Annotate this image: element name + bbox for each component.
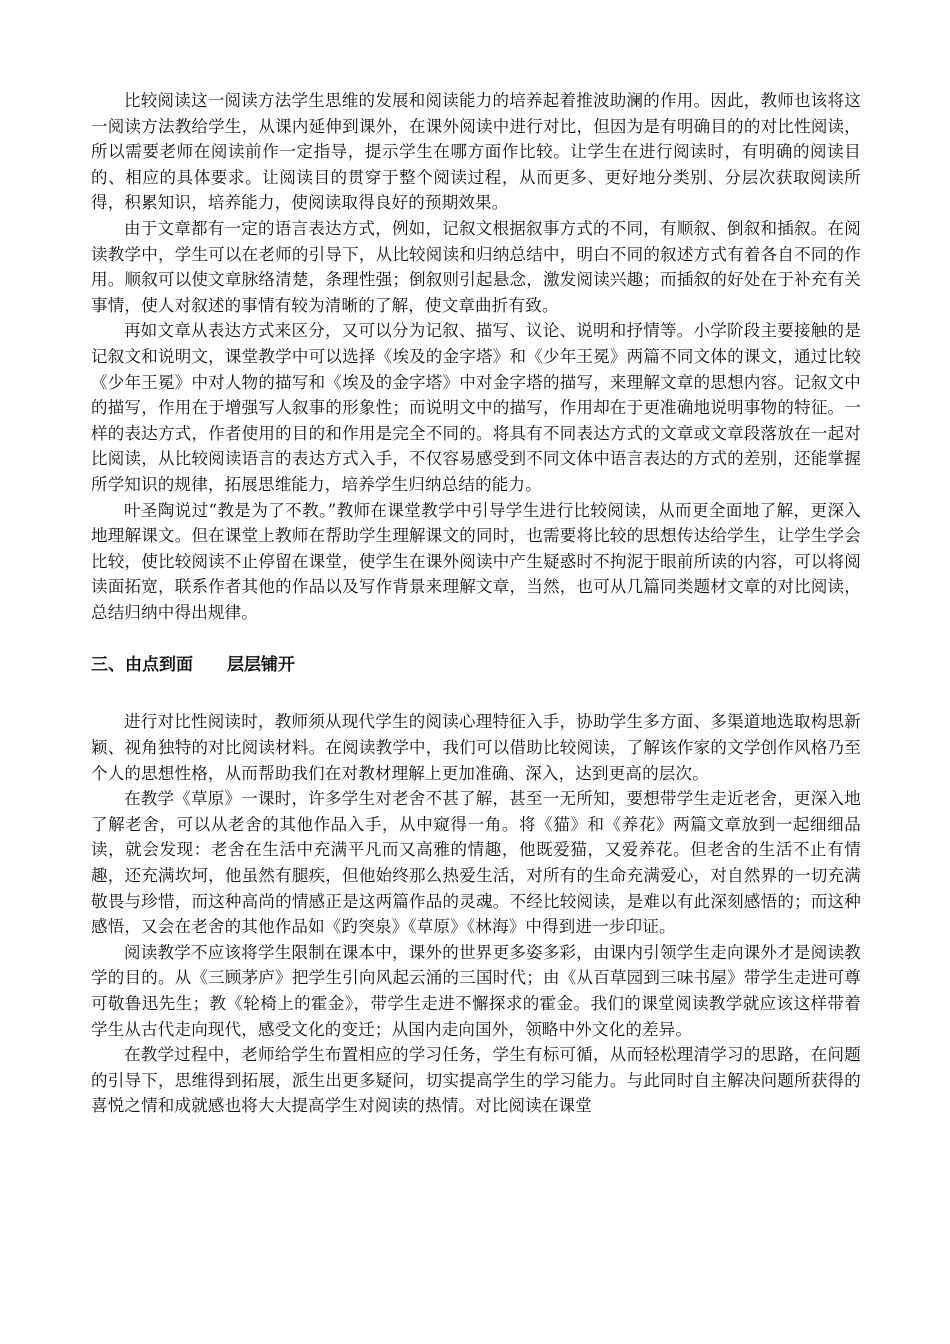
paragraph: 再如文章从表达方式来区分，又可以分为记叙、描写、议论、说明和抒情等。小学阶段主要接触的是记叙文和说明文，课堂教学中可以选择《埃及的金字塔》和《少年王冕》两篇不同文体的课文，通过比较《少年王冕》中对人物的描写和《埃及的金字塔》中对金字塔的描写，来理解文章的思想内容。记叙文中的描写，作用在于增强写人叙事的形象性；而说明文中的描写，作用却在于更准确地说明事物的特征。一样的表达方式，作者使用的目的和作用是完全不同的。将具有不同表达方式的文章或文章段落放在一起对比阅读，从比较阅读语言的表达方式入手，不仅容易感受到不同文体中语言表达的方式的差别，还能掌握所学知识的规律，拓展思维能力，培养学生归纳总结的能力。	[91, 321, 861, 494]
paragraph: 由于文章都有一定的语言表达方式，例如，记叙文根据叙事方式的不同，有顺叙、倒叙和插叙。在阅读教学中，学生可以在老师的引导下，从比较阅读和归纳总结中，明白不同的叙述方式有着各自不同的作用。顺叙可以使文章脉络清楚，条理性强；倒叙则引起悬念，激发阅读兴趣；而插叙的好处在于补充有关事情，使人对叙述的事情有较为清晰的了解，使文章曲折有致。	[91, 218, 861, 315]
paragraph: 阅读教学不应该将学生限制在课本中，课外的世界更多姿多彩，由课内引领学生走向课外才是阅读教学的目的。从《三顾茅庐》把学生引向风起云涌的三国时代；由《从百草园到三味书屋》带学生走进可尊可敬鲁迅先生；教《轮椅上的霍金》，带学生走进不懈探求的霍金。我们的课堂阅读教学就应该这样带着学生从古代走向现代，感受文化的变迁；从国内走向国外，领略中外文化的差异。	[91, 942, 861, 1039]
paragraph: 进行对比性阅读时，教师须从现代学生的阅读心理特征入手，协助学生多方面、多渠道地选取构思新颖、视角独特的对比阅读材料。在阅读教学中，我们可以借助比较阅读，了解该作家的文学创作风格乃至个人的思想性格，从而帮助我们在对教材理解上更加准确、深入，达到更高的层次。	[91, 712, 861, 783]
paragraph: 在教学《草原》一课时，许多学生对老舍不甚了解，甚至一无所知，要想带学生走近老舍，更深入地了解老舍，可以从老舍的其他作品入手，从中窥得一角。将《猫》和《养花》两篇文章放到一起细细品读，就会发现：老舍在生活中充满平凡而又高雅的情趣，他既爱猫，又爱养花。但老舍的生活不止有情趣，还充满坎坷，他虽然有腿疾，但他始终那么热爱生活，对所有的生命充满爱心，对自然界的一切充满敬畏与珍惜，而这种高尚的情感正是这两篇作品的灵魂。不经比较阅读，是难以有此深刻感悟的；而这种感悟，又会在老舍的其他作品如《趵突泉》《草原》《林海》中得到进一步印证。	[91, 789, 861, 937]
document-page	[91, 88, 861, 1119]
paragraph: 叶圣陶说过“教是为了不教。”教师在课堂教学中引导学生进行比较阅读，从而更全面地了解，更深入地理解课文。但在课堂上教师在帮助学生理解课文的同时，也需要将比较的思想传达给学生，让学生学会比较，使比较阅读不止停留在课堂，使学生在课外阅读中产生疑惑时不拘泥于眼前所读的内容，可以将阅读面拓宽，联系作者其他的作品以及写作背景来理解文章，当然，也可从几篇同类题材文章的对比阅读，总结归纳中得出规律。	[91, 500, 861, 622]
paragraph: 在教学过程中，老师给学生布置相应的学习任务，学生有标可循，从而轻松理清学习的思路，在问题的引导下，思维得到拓展，派生出更多疑问，切实提高学生的学习能力。与此同时自主解决问题所获得的喜悦之情和成就感也将大大提高学生对阅读的热情。对比阅读在课堂	[91, 1045, 861, 1116]
paragraph: 比较阅读这一阅读方法学生思维的发展和阅读能力的培养起着推波助澜的作用。因此，教师也该将这一阅读方法教给学生，从课内延伸到课外，在课外阅读中进行对比，但因为是有明确目的的对比性阅读，所以需要老师在阅读前作一定指导，提示学生在哪方面作比较。让学生在进行阅读时，有明确的阅读目的、相应的具体要求。让阅读目的贯穿于整个阅读过程，从而更多、更好地分类别、分层次获取阅读所得，积累知识，培养能力，使阅读取得良好的预期效果。	[91, 91, 861, 213]
section-heading: 三、由点到面 层层铺开	[91, 655, 295, 676]
